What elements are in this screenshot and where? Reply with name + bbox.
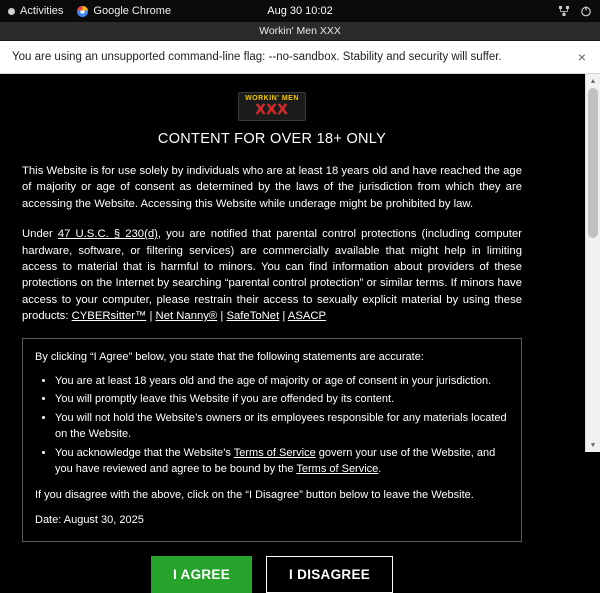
top-bar-left <box>0 5 171 17</box>
activities-label: Activities <box>20 5 64 17</box>
activities-dot-icon <box>8 8 15 15</box>
list-item: • You are at least 18 years old and the age of majority or age of consent in your jurisdiction. <box>55 373 509 390</box>
provider-link-cybersitter[interactable]: CYBERsitter™ <box>71 310 147 322</box>
agreement-lead: By clicking “I Agree” below, you state that the following statements are accurate: <box>35 351 424 364</box>
page-content <box>0 74 544 593</box>
scrollbar-thumb[interactable] <box>588 88 598 238</box>
item4-mid: govern your use of the Website, and you have reviewed and agree to be bound by the <box>55 446 496 476</box>
item4-pre: You acknowledge that the Website’s <box>55 446 234 459</box>
provider-link-safetonet[interactable]: SafeToNet <box>226 310 280 322</box>
taskbar-item-chrome[interactable] <box>77 5 171 17</box>
system-top-bar <box>0 0 600 22</box>
provider-link-asacp[interactable]: ASACP <box>287 310 327 322</box>
paragraph2-post: , you are notified that parental control protections (including computer hardware, software, or filtering services) are commercially available that might help in limiting access to material that is harmful to minors. You can find information about providers of these protections on the Internet by searching “parental control protection” or similar terms. If minors have access to your computer, please restrain their access to sexually explicit material by using these products: <box>22 228 522 322</box>
usc-link[interactable]: 47 U.S.C. § 230(d) <box>57 228 158 241</box>
agreement-date: Date: August 30, 2025 <box>35 514 144 527</box>
top-bar-right <box>558 5 600 17</box>
logo-main-text: XXX <box>255 101 289 118</box>
sep-2: | <box>217 310 227 322</box>
site-logo <box>22 92 522 121</box>
provider-link-netnanny[interactable]: Net Nanny® <box>155 310 218 322</box>
age-verification-page <box>0 74 600 582</box>
terms-of-service-link-1[interactable]: Terms of Service <box>233 446 316 459</box>
scroll-down-icon[interactable]: ▼ <box>589 441 597 449</box>
list-item: • You will not hold the Website’s owners or its employees responsible for any materials located on the Website. <box>55 410 509 443</box>
window-title: Workin' Men XXX <box>259 25 341 37</box>
age-paragraph: This Website is for use solely by individuals who are at least 18 years old and have reached the age of majority or age of consent as determined by the laws of the jurisdiction from which they are accessing the Website. Accessing this Website while underage might be prohibited by law. <box>22 165 522 210</box>
chrome-icon <box>77 6 88 17</box>
agreement-box <box>22 338 522 542</box>
infobar-message: You are using an unsupported command-line flag: --no-sandbox. Stability and security will suffer. <box>12 51 502 63</box>
activities-button[interactable] <box>8 5 63 17</box>
window-title-bar <box>0 22 600 41</box>
logo-box <box>238 92 306 121</box>
agreement-list <box>35 373 509 478</box>
page-title: CONTENT FOR OVER 18+ ONLY <box>157 131 387 147</box>
sep-3: | <box>279 310 288 322</box>
disagree-instruction: If you disagree with the above, click on the “I Disagree” button below to leave the Website. <box>35 488 474 501</box>
network-icon[interactable] <box>558 5 570 17</box>
list-item: • You will promptly leave this Website if you are offended by its content. <box>55 391 509 408</box>
chrome-label: Google Chrome <box>93 5 172 17</box>
scroll-up-icon[interactable]: ▲ <box>589 77 597 85</box>
system-clock[interactable]: Aug 30 10:02 <box>267 5 333 17</box>
item4-post: . <box>378 463 382 476</box>
page-scrollbar[interactable] <box>585 74 600 452</box>
paragraph2-pre: Under <box>22 228 58 241</box>
list-item <box>55 445 509 478</box>
parental-controls-paragraph <box>22 226 522 324</box>
disagree-button[interactable]: I DISAGREE <box>266 556 393 593</box>
close-icon[interactable]: × <box>577 49 586 65</box>
logo-top-text: WORKIN' MEN <box>245 95 299 102</box>
agree-button[interactable]: I AGREE <box>151 556 252 593</box>
sep-1: | <box>146 310 156 322</box>
action-buttons <box>22 556 522 593</box>
unsupported-flag-infobar <box>0 41 600 74</box>
terms-of-service-link-2[interactable]: Terms of Service <box>296 463 379 476</box>
power-icon[interactable] <box>580 5 592 17</box>
